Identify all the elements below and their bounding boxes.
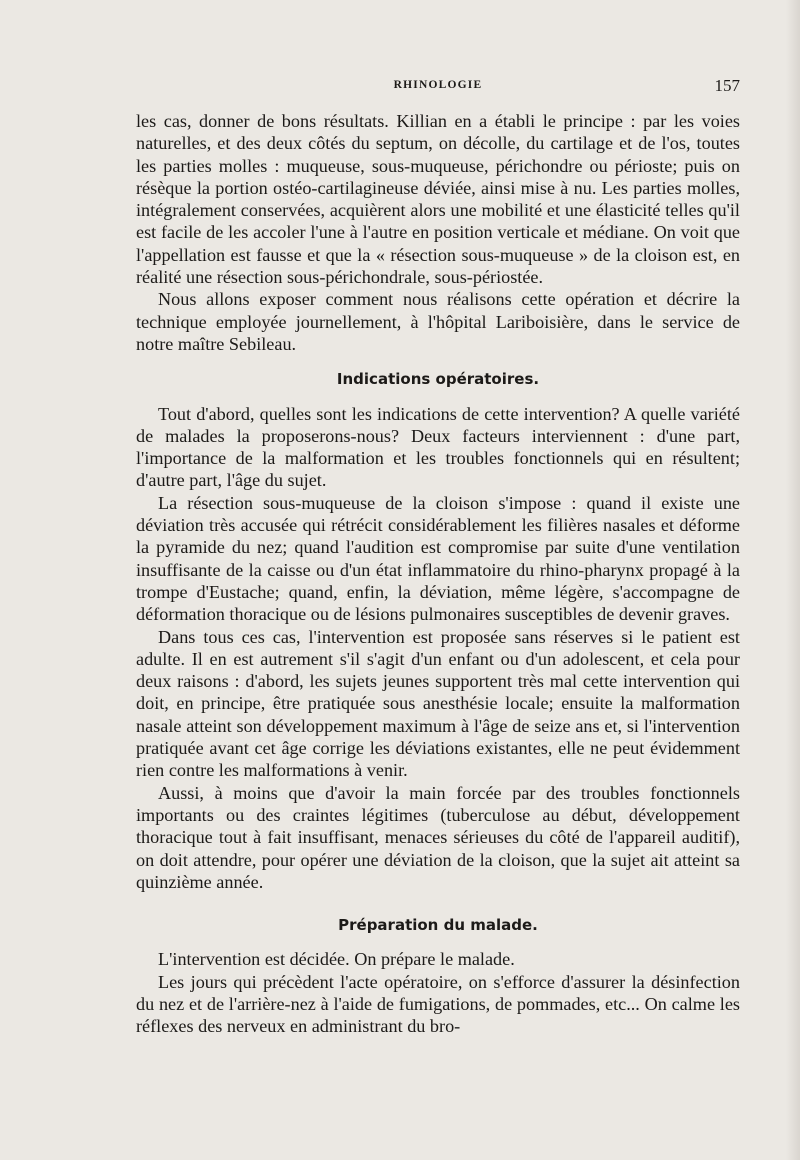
paragraph: Tout d'abord, quelles sont les indications de cette intervention? A quelle variété de malades la proposerons-nous? Deux facteurs interviennent : d'une part, l'importance de la malformation et les troubles fonctionnels qui en résultent; d'autre part, l'âge du sujet. [136, 403, 740, 491]
paragraph: Les jours qui précèdent l'acte opératoire, on s'efforce d'assurer la désinfection du nez et de l'arrière-nez à l'aide de fumigations, de pommades, etc... On calme les réflexes des nerveux en administrant du bro- [136, 971, 740, 1037]
body-text [136, 110, 740, 1038]
paragraph: La résection sous-muqueuse de la cloison s'impose : quand il existe une déviation très accusée qui rétrécit considérablement les filières nasales et déforme la pyramide du nez; quand l'audition est compromise par suite d'une ventilation insuffisante de la caisse ou d'un état inflammatoire du rhino-pharynx propagé à la trompe d'Eustache; quand, enfin, la déviation, même légère, s'accompagne de déformation thoracique ou de lésions pulmonaires susceptibles de devenir graves. [136, 492, 740, 625]
section-heading-preparation: Préparation du malade. [338, 916, 538, 935]
page-number: 157 [714, 76, 740, 95]
running-head [136, 76, 740, 96]
paragraph: Nous allons exposer comment nous réalisons cette opération et décrire la technique employée journellement, à l'hôpital Lariboisière, dans le service de notre maître Sebileau. [136, 289, 740, 354]
paragraph: L'intervention est décidée. On prépare le malade. [158, 949, 515, 970]
paragraph-continued: les cas, donner de bons résultats. Killian en a établi le principe : par les voies naturelles, et des deux côtés du septum, on décolle, du cartilage et de l'os, toutes les parties molles : muqueuse, sous-muqueuse, périchondre ou périoste; puis on résèque la portion ostéo-cartilagineuse déviée, ainsi mise à nu. Les parties molles, intégralement conservées, acquièrent alors une mobilité et une élasticité telles qu'il est facile de les accoler l'une à l'autre en position verticale et médiane. On voit que l'appellation est fausse et que la « résection sous-muqueuse » de la cloison est, en réalité une résection sous-périchondrale, sous-périostée. [136, 111, 740, 288]
paragraph: Dans tous ces cas, l'intervention est proposée sans réserves si le patient est adulte. Il en est autrement s'il s'agit d'un enfant ou d'un adolescent, et cela pour deux raisons : d'abord, les sujets jeunes supportent très mal cette intervention qui doit, en principe, être pratiquée sous anesthésie locale; ensuite la malformation nasale atteint son développement maximum à l'âge de seize ans et, si l'intervention pratiquée avant cet âge corrige les déviations existantes, elle ne peut évidemment rien contre les malformations à venir. [136, 626, 740, 781]
paragraph: Aussi, à moins que d'avoir la main forcée par des troubles fonctionnels importants ou des craintes légitimes (tuberculose au début, développement thoracique tout à fait insuffisant, menaces sérieuses du côté de l'appareil auditif), on doit attendre, pour opérer une déviation de la cloison, que la sujet ait atteint sa quinzième année. [136, 782, 740, 892]
running-title: RHINOLOGIE [393, 79, 483, 91]
section-heading-indications: Indications opératoires. [336, 370, 540, 389]
